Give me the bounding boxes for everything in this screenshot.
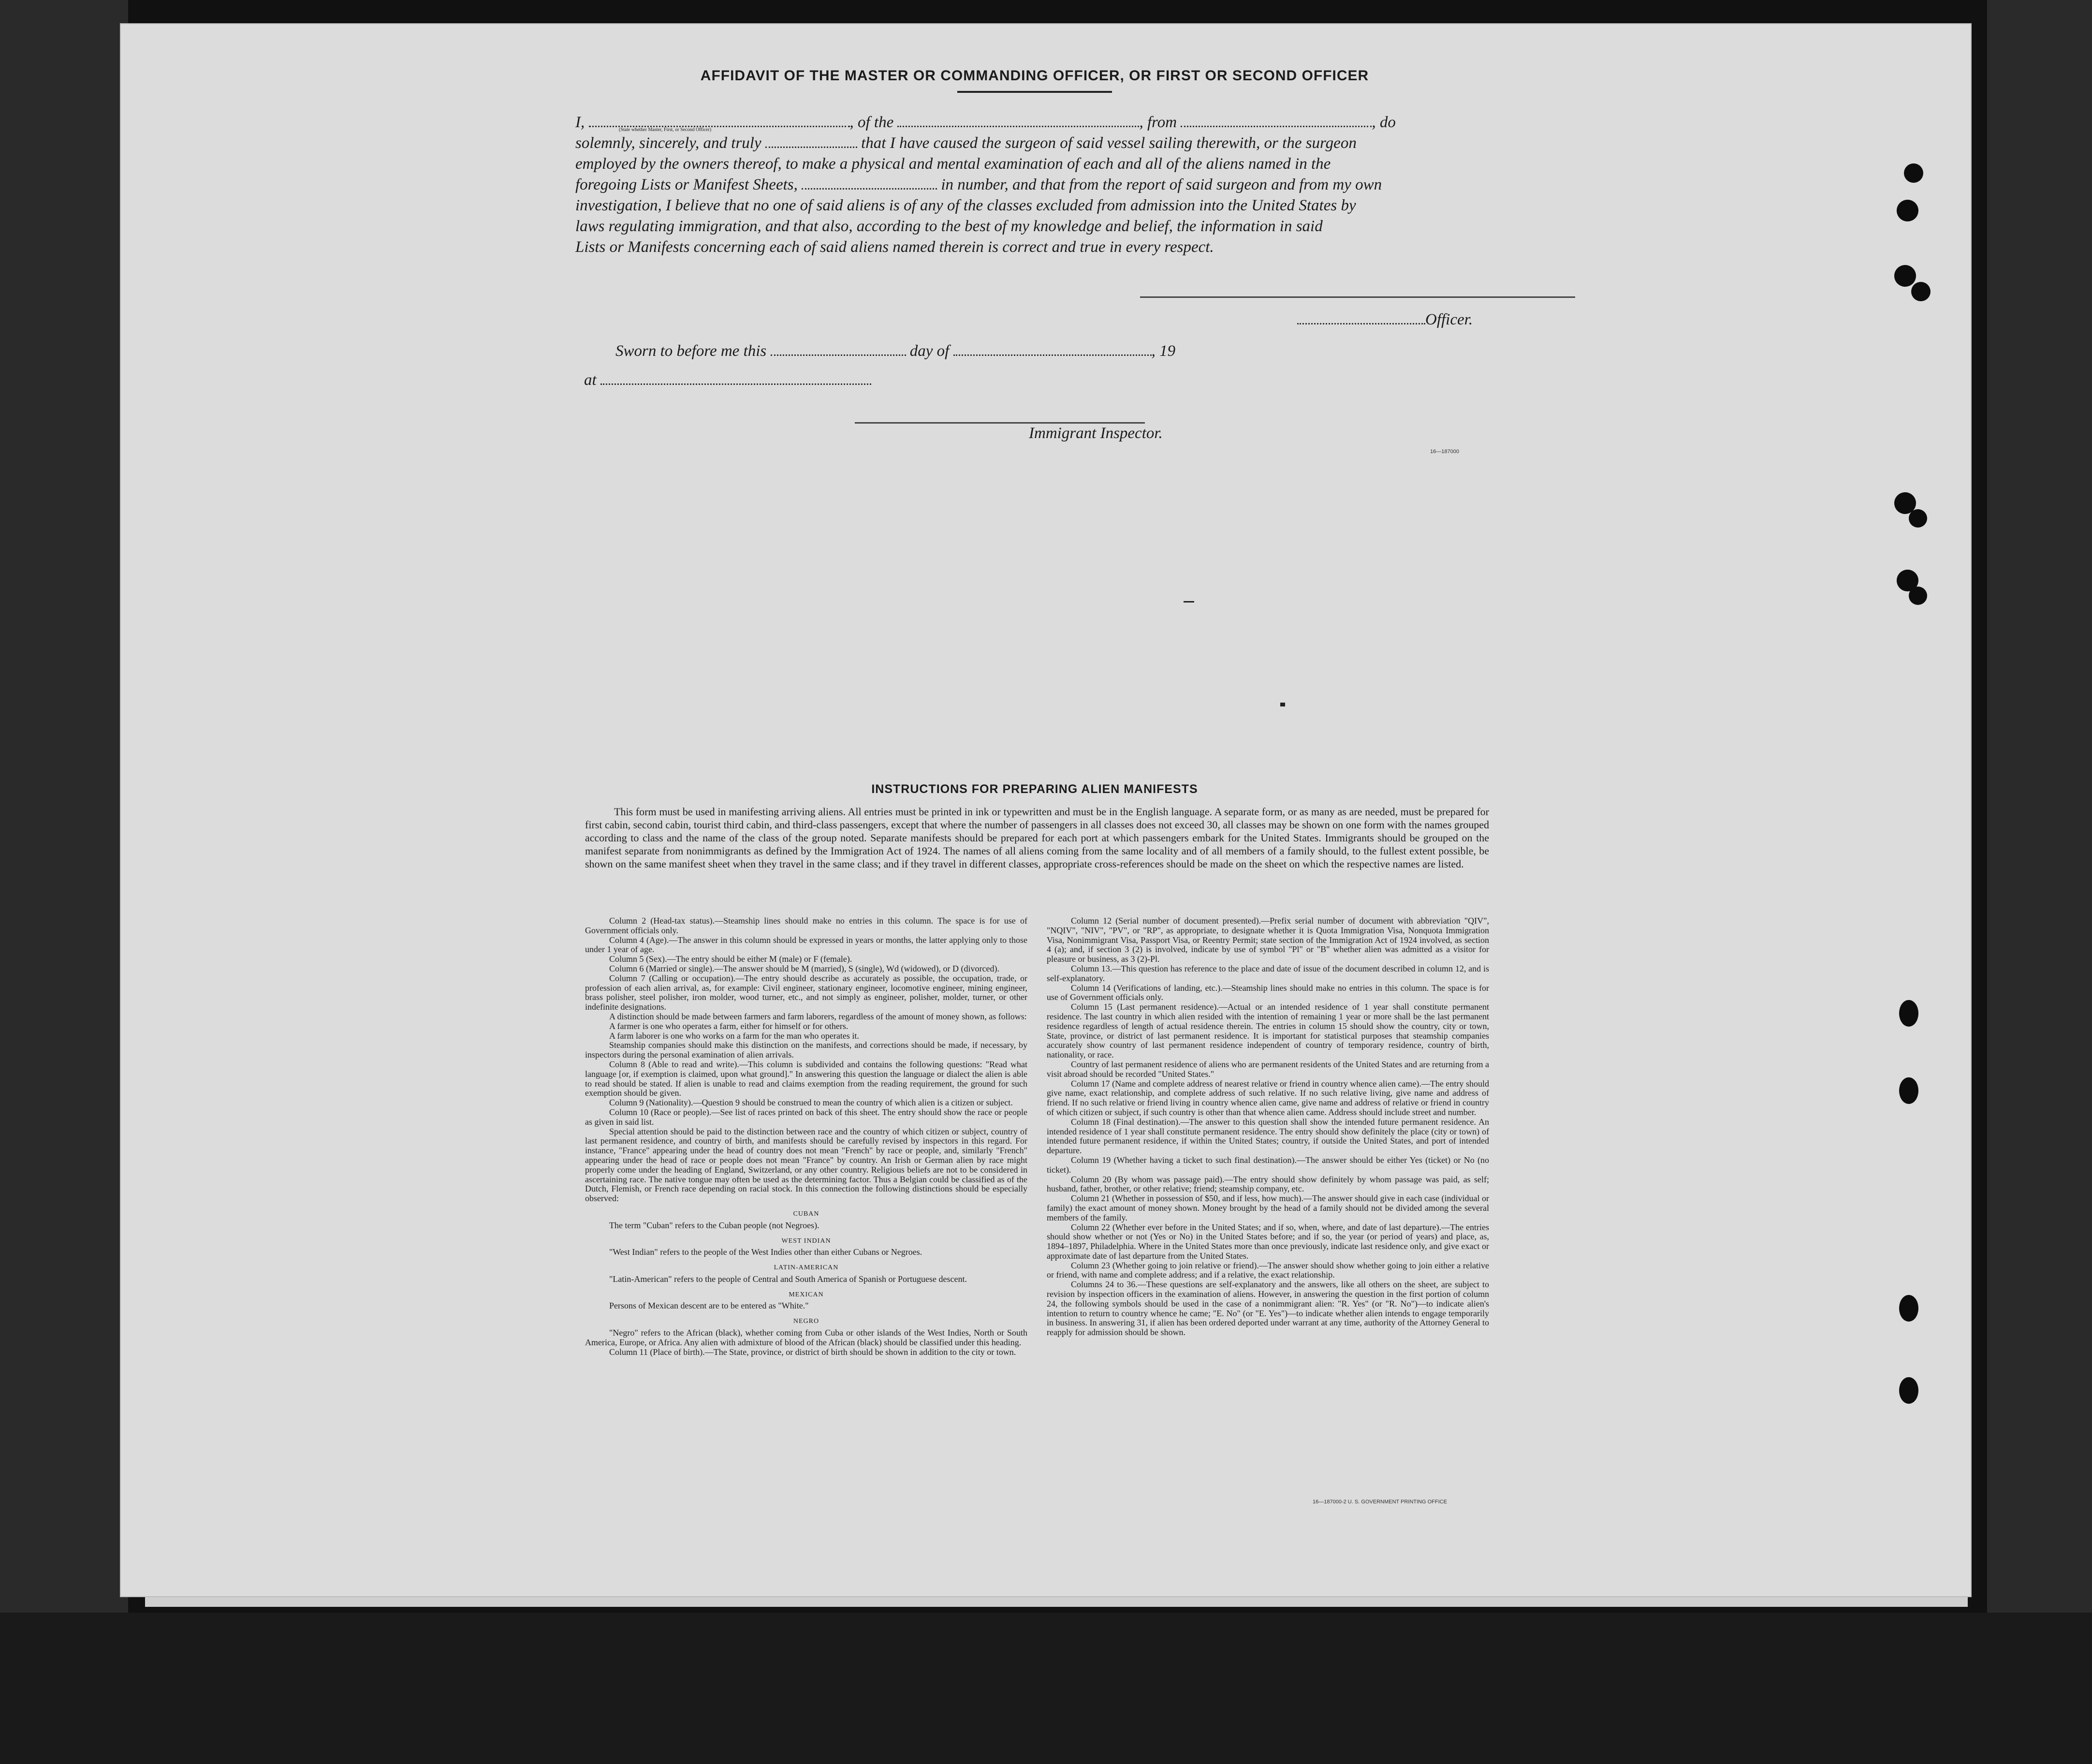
binding-hole: [1899, 1295, 1918, 1322]
affidavit-line-1: I, , of the , from , do: [575, 114, 1396, 131]
binding-hole: [1899, 1000, 1918, 1027]
officer-signature: [1297, 311, 1636, 329]
inspector-signature-line: [855, 422, 1145, 424]
affidavit-line-3: employed by the owners thereof, to make a physical and mental examination of each and all of the aliens named in the: [575, 155, 1331, 173]
affidavit-title: AFFIDAVIT OF THE MASTER OR COMMANDING OFFICER, OR FIRST OR SECOND OFFICER: [700, 68, 1369, 84]
port-from-blank: [1181, 122, 1372, 127]
scan-border-right: [1987, 0, 2092, 1764]
heading-latin-american: LATIN-AMERICAN: [774, 1264, 839, 1272]
scan-border-left: [0, 0, 128, 1764]
at-line: [584, 371, 1503, 389]
at-place-blank: [600, 380, 871, 385]
instructions-right-column: Column 12 (Serial number of document presented).—Prefix serial number of document with abbreviation "QIV", "NQIV", "NIV", "PV", or "RP", as appropriate, to designate whether it is Quota Immigration Visa, Nonquota Immigration Visa, Nonimmigrant Visa, Passport Visa, or Reentry Permit; state section of the Immigration Act of 1924 involved, as section 4 (a); and, if section 3 (2) is involved, indicate by use of symbol "Pl" or "B" whether alien was admitted as a visitor for pleasure or business, as 3 (2)-Pl. Column 13.—This question has reference to the place and date of issue of the document described in column 12, and is self-explanatory. Column 14 (Verifications of landing, etc.).—Steamship lines should make no entries in this column. The space is for use of Government officials only. Column 15 (Last permanent residence).—Actual or an intended residence of 1 year shall constitute permanent residence. The last country in which alien resided with the intention of remaining 1 year or more shall be the last permanent residence regardless of length of actual residence therein. The entries in column 15 should show the country, city or town, State, province, or district of last permanent residence. It is important for statistical purposes that steamship companies accurately show country of last permanent residence independent of country of temporary residence, country of birth, nationality, or race. Country of last permanent residence of aliens who are permanent residents of the United States and are returning from a visit abroad should be recorded "United States." Column 17 (Name and complete address of nearest relative or friend in country whence alien came).—The entry should give name, exact relationship, and complete address of such relative. If no such relative living, give name and address of friend. If no such relative or friend living in country whence alien came, give name and address of relative or friend in country of which citizen or subject, if such country is other than that whence alien came. Address should include street and number. Column 18 (Final destination).—The answer to this question shall show the intended future permanent residence. An intended residence of 1 year shall constitute permanent residence. The entry should show definitely the place (city or town) of intended future permanent residence, if within the United States; country, if outside the United States, and port of intended departure. Column 19 (Whether having a ticket to such final destination).—The answer should be either Yes (ticket) or No (no ticket). Column 20 (By whom was passage paid).—The entry should show definitely by whom passage was paid, as self; husband, father, brother, or other relative; friend; steamship company, etc. Column 21 (Whether in possession of $50, and if less, how much).—The answer should give in each case (individual or family) the exact amount of money shown. Money brought by the head of a family should not be divided among the several members of the family. Column 22 (Whether ever before in the United States; and if so, when, where, and date of last departure).—The entries should show whether or not (Yes or No) in the United States before; and if so, the year (or period of years) and place, as, 1894–1897, Philadelphia. Where in the United States more than once previously, indicate last residence only, and give exact or approximate date of last departure from the United States. Column 23 (Whether going to join relative or friend).—The answer should show whether going to join either a relative or friend, with name and complete address; and if a relative, the exact relationship. Columns 24 to 36.—These questions are self-explanatory and the answers, like all others on the sheet, are subject to revision by inspection officers in the examination of aliens. However, in answering the question in the first portion of column 24, the following symbols should be used in the case of a nonimmigrant alien: "R. Yes" (or "R. No")—to indicate alien's intention to return to country whence he came; "E. No" (or "E. Yes")—to indicate whether alien intends to engage temporarily in business. In answering 31, if alien has been ordered deported under warrant at any time, authority of the Attorney General to reapply for admission should be shown.: [1047, 916, 1489, 1338]
affidavit-line-7: Lists or Manifests concerning each of said aliens named therein is correct and true in every respect.: [575, 238, 1214, 256]
binding-hole: [1909, 509, 1927, 528]
binding-hole: [1911, 282, 1931, 301]
binding-hole: [1899, 1377, 1918, 1404]
sworn-month-blank: [953, 351, 1152, 356]
affidavit-line-2: solemnly, sincerely, and truly that I have caused the surgeon of said vessel sailing therewith, or the surgeon: [575, 134, 1357, 152]
vessel-name-blank: [897, 122, 1139, 127]
inspector-label: Immigrant Inspector.: [1029, 425, 1163, 442]
affidavit-line-6: laws regulating immigration, and that also, according to the best of my knowledge and belief, the information in said: [575, 218, 1323, 235]
officer-rank-blank: [589, 122, 850, 127]
officer-label: Officer.: [1425, 311, 1473, 328]
binding-hole: [1909, 587, 1927, 605]
affidavit-section: [575, 68, 1494, 258]
instructions-intro: This form must be used in manifesting arriving aliens. All entries must be printed in ink or typewritten and must be in the English language. A separate form, or as many as are needed, must be prepared for first cabin, second cabin, tourist third cabin, and third-class passengers, except that where the number of passengers in all classes does not exceed 30, all classes may be shown on one form with the names grouped according to class and the name of the class of the group noted. Separate manifests should be prepared for each port at which passengers embark for the United States. Immigrants should be grouped on the manifest separate from nonimmigrants as defined by the Immigration Act of 1924. The names of all aliens coming from the same locality and of all members of a family should, to the fullest extent possible, be shown on the same manifest sheet when they travel in the same class; and if they travel in different classes, appropriate cross-references should be made on the sheet on which the respective names are listed.: [585, 806, 1489, 870]
heading-mexican: MEXICAN: [789, 1291, 824, 1298]
rank-instruction-note: (State whether Master, First, or Second Officer): [619, 127, 712, 132]
heading-negro: NEGRO: [793, 1318, 819, 1325]
scan-speck: [1184, 601, 1194, 603]
binding-hole: [1894, 265, 1916, 287]
sworn-line: [615, 342, 1534, 360]
title-rule: [957, 91, 1112, 93]
binding-hole: [1904, 163, 1923, 183]
sheet-count-blank: [802, 184, 937, 190]
binding-hole: [1899, 1077, 1918, 1104]
affidavit-line-4: foregoing Lists or Manifest Sheets, in number, and that from the report of said surgeon and from my own: [575, 176, 1382, 193]
sworn-day-blank: [771, 351, 906, 356]
printing-office-footer: 16—187000-2 U. S. GOVERNMENT PRINTING OFFICE: [1313, 1499, 1447, 1505]
day-of-text: day of: [909, 342, 950, 360]
signature-line: [1140, 296, 1575, 298]
scan-speck: [1280, 703, 1285, 706]
instructions-title: INSTRUCTIONS FOR PREPARING ALIEN MANIFESTS: [871, 782, 1198, 796]
heading-west-indian: WEST INDIAN: [781, 1237, 831, 1245]
scan-border-bottom: [0, 1613, 2092, 1764]
oath-blank: [765, 143, 857, 148]
heading-cuban: CUBAN: [793, 1210, 819, 1218]
binding-hole: [1897, 200, 1918, 221]
manifest-sheet: [120, 23, 1972, 1597]
form-number: 16—187000: [1430, 449, 1459, 455]
instructions-left-column: Column 2 (Head-tax status).—Steamship lines should make no entries in this column. The space is for use of Government officials only. Column 4 (Age).—The answer in this column should be expressed in years or months, the latter applying only to those under 1 year of age. Column 5 (Sex).—The entry should be either M (male) or F (female). Column 6 (Married or single).—The answer should be M (married), S (single), Wd (widowed), or D (divorced). Column 7 (Calling or occupation).—The entry should describe as accurately as possible, the occupation, trade, or profession of each alien arrival, as, for example: Civil engineer, stationary engineer, locomotive engineer, mining engineer, brass polisher, steel polisher, iron molder, wood turner, etc., and not simply as engineer, polisher, molder, turner, or other indefinite designations. A distinction should be made between farmers and farm laborers, regardless of the amount of money shown, as follows: A farmer is one who operates a farm, either for himself or for others. A farm laborer is one who works on a farm for the man who operates it. Steamship companies should make this distinction on the manifests, and corrections should be made, if necessary, by inspectors during the personal examination of alien arrivals. Column 8 (Able to read and write).—This column is subdivided and contains the following questions: "Read what language [or, if exemption is claimed, upon what ground]." In answering this question the language or dialect the alien is able to read should be stated. If alien is unable to read and claims exemption from the reading requirement, the ground for such exemption should be given. Column 9 (Nationality).—Question 9 should be construed to mean the country of which alien is a citizen or subject. Column 10 (Race or people).—See list of races printed on back of this sheet. The entry should show the race or people as given in said list. Special attention should be paid to the distinction between race and the country of which citizen or subject, country of last permanent residence, and country of birth, and manifests should be carefully revised by inspectors in this regard. For instance, "France" appearing under the head of country does not mean "French" by race or people, and, similarly "French" appearing under the head of race or people does not mean "France" by country. An Irish or German alien by race might properly come under the heading of England, Switzerland, or any other country. Religious beliefs are not to be considered in ascertaining race. The native tongue may often be used as the determining factor. Thus a Belgian could be classified as of the Dutch, Flemish, or French race depending on racial stock. In this connection the following distinctions should be especially observed: CUBAN The term "Cuban" refers to the Cuban people (not Negroes). WEST INDIAN "West Indian" refers to the people of the West Indies other than either Cubans or Negroes. LATIN-AMERICAN "Latin-American" refers to the people of Central and South America of Spanish or Portuguese descent. MEXICAN Persons of Mexican descent are to be entered as "White." NEGRO "Negro" refers to the African (black), whether coming from Cuba or other islands of the West Indies, North or South America, Europe, or Africa. Any alien with admixture of blood of the African (black) should be classified under this heading. Column 11 (Place of birth).—The State, province, or district of birth should be shown in addition to the city or town.: [585, 916, 1027, 1357]
sworn-text: Sworn to before me this: [615, 342, 767, 360]
affidavit-line-5: investigation, I believe that no one of said aliens is of any of the classes excluded from admission into the United States by: [575, 197, 1356, 214]
year-prefix: , 19: [1151, 342, 1176, 360]
at-label: at: [584, 371, 597, 389]
